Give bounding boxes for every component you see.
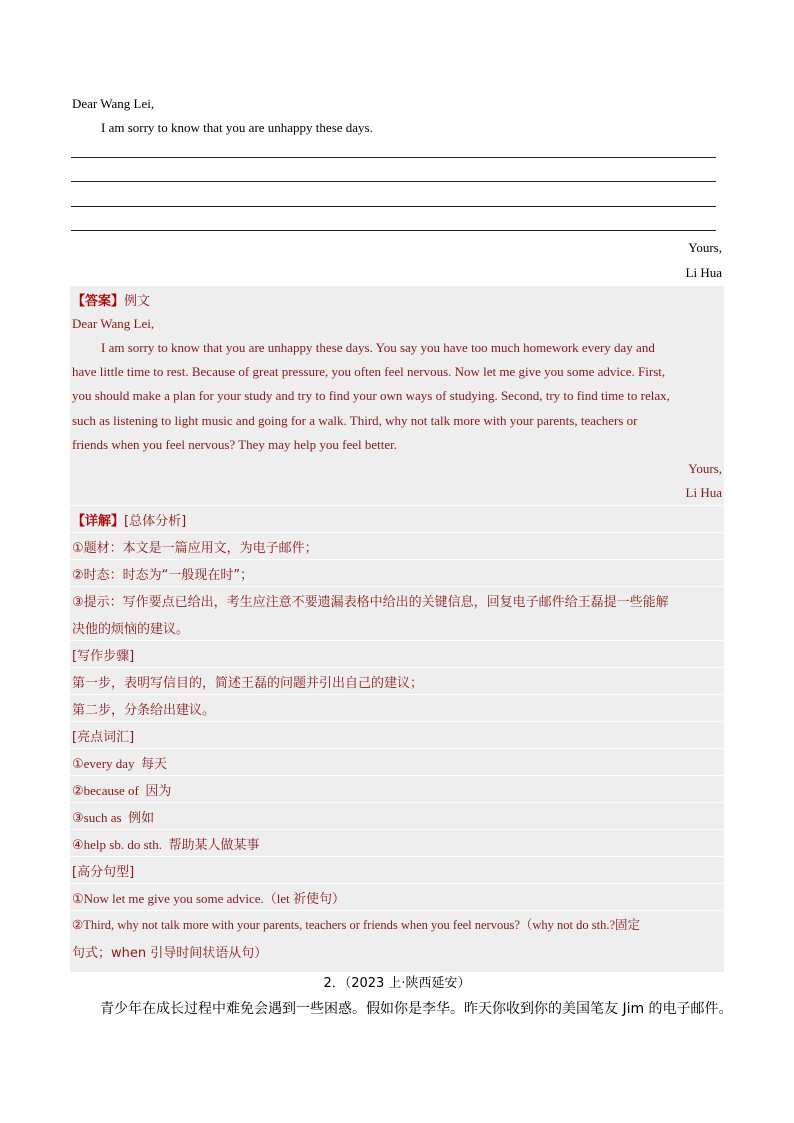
separator — [70, 883, 724, 884]
separator — [70, 532, 724, 533]
vocab-num: ③ — [72, 811, 84, 826]
sentence-line: ②Third, why not talk more with your parents, teachers or friends when you feel nervous?（why not do sth.?固定 — [72, 918, 641, 932]
vocab-item — [72, 834, 260, 853]
prompt-closing: Yours, — [688, 240, 722, 255]
separator — [70, 667, 724, 668]
answer-signature: Li Hua — [685, 485, 722, 500]
vocab-item — [72, 753, 167, 772]
answer-closing: Yours, — [688, 461, 722, 476]
detail-heading — [72, 510, 186, 529]
question-number: 2．（2023 上·陕西延安） — [323, 976, 471, 991]
sentence-line: 句式；when 引导时间状语从句） — [72, 946, 268, 961]
answer-line: you should make a plan for your study and try to find your own ways of studying. Second, try to find time to relax, — [72, 388, 670, 403]
writing-line — [71, 181, 716, 182]
answer-salutation: Dear Wang Lei, — [72, 316, 155, 331]
sentence-heading: [高分句型] — [72, 865, 135, 880]
answer-line: friends when you feel nervous? They may help you feel better. — [72, 437, 398, 452]
vocab-en: help sb. do sth. — [83, 837, 163, 852]
vocab-num: ① — [72, 757, 84, 772]
separator — [70, 775, 724, 776]
detail-tag: 【详解】 — [72, 514, 125, 529]
separator — [70, 856, 724, 857]
vocab-en: such as — [83, 810, 122, 825]
prompt-salutation: Dear Wang Lei, — [72, 96, 155, 111]
separator — [70, 559, 724, 560]
separator — [70, 748, 724, 749]
step-line: 第一步，表明写信目的，简述王磊的问题并引出自己的建议； — [72, 676, 424, 691]
analysis-line: ③提示：写作要点已给出，考生应注意不要遗漏表格中给出的关键信息，回复电子邮件给王磊提一些能解 — [72, 595, 669, 610]
writing-line — [71, 206, 716, 207]
writing-line — [71, 157, 716, 158]
vocab-heading: [亮点词汇] — [72, 730, 135, 745]
writing-line — [71, 230, 716, 231]
separator — [70, 505, 724, 506]
step-line: 第二步，分条给出建议。 — [72, 703, 216, 718]
separator — [70, 829, 724, 830]
prompt-opening: I am sorry to know that you are unhappy these days. — [101, 120, 373, 135]
separator — [70, 802, 724, 803]
vocab-zh: 例如 — [128, 811, 155, 826]
answer-line: I am sorry to know that you are unhappy these days. You say you have too much homework every day and — [101, 340, 655, 355]
separator — [70, 910, 724, 911]
vocab-zh: 每天 — [141, 757, 168, 772]
analysis-line: ①题材：本文是一篇应用文，为电子邮件； — [72, 541, 318, 556]
vocab-num: ② — [72, 784, 84, 799]
separator — [70, 586, 724, 587]
answer-line: such as listening to light music and going for a walk. Third, why not talk more with your parents, teachers or — [72, 413, 638, 428]
prompt-signature: Li Hua — [685, 265, 722, 280]
vocab-zh: 因为 — [145, 784, 172, 799]
answer-line: have little time to rest. Because of great pressure, you often feel nervous. Now let me give you some advice. First, — [72, 364, 666, 379]
vocab-item — [72, 780, 171, 799]
vocab-item — [72, 807, 154, 826]
answer-heading — [72, 290, 150, 309]
analysis-line: ②时态：时态为“一般现在时”； — [72, 568, 254, 583]
vocab-en: every day — [83, 756, 135, 771]
vocab-num: ④ — [72, 838, 84, 853]
separator — [70, 721, 724, 722]
analysis-line: 决他的烦恼的建议。 — [72, 622, 190, 637]
answer-tag: 【答案】 — [72, 294, 125, 309]
steps-heading: [写作步骤] — [72, 649, 135, 664]
sentence-line: ①Now let me give you some advice.（let 祈使句） — [72, 891, 346, 906]
answer-label: 例文 — [124, 294, 151, 309]
vocab-zh: 帮助某人做某事 — [168, 838, 260, 853]
vocab-en: because of — [83, 783, 139, 798]
detail-heading-text: [总体分析] — [124, 514, 187, 529]
question-text: 青少年在成长过程中难免会遇到一些困惑。假如你是李华。昨天你收到你的美国笔友 Jim 的电子邮件。 — [100, 1001, 733, 1017]
separator — [70, 640, 724, 641]
separator — [70, 694, 724, 695]
